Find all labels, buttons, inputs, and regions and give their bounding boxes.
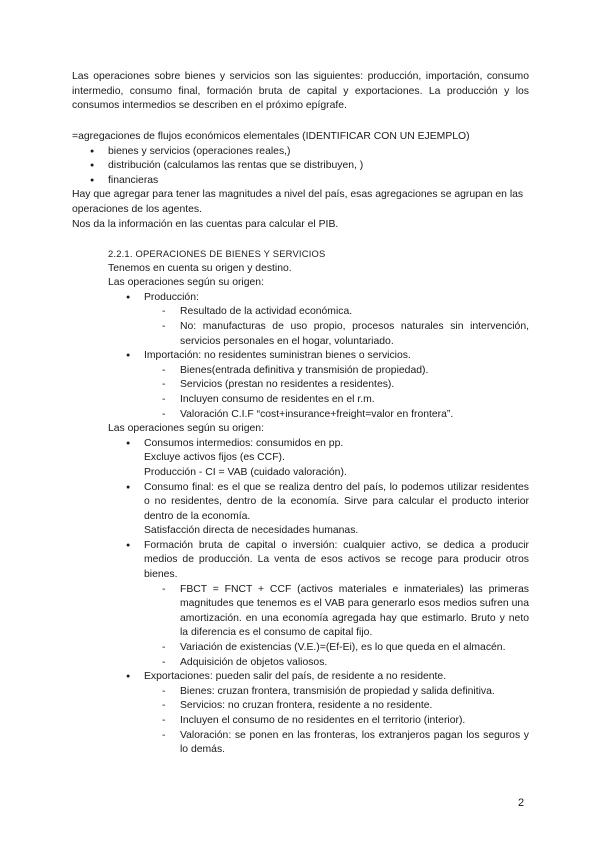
intro-paragraph: Las operaciones sobre bienes y servicios son las siguientes: producción, importación, consumo intermedio, consumo final, formación bruta de capital y exportaciones. La producción y los consumos intermedios se describen en el próximo epígrafe.	[72, 71, 529, 112]
list-item: - Resultado de la actividad económica.	[162, 305, 529, 320]
consumo-final-label: ● Consumo final: es el que se realiza dentro del país, lo podemos utilizar residentes o no residentes, dentro de la economía. Sirve para calcular el producto interior dentro de la economía.	[126, 481, 529, 525]
list-item: - FBCT = FNCT + CCF (activos materiales e inmateriales) las primeras magnitudes que tenemos es el VAB para generarlo esos medios sufren una amortización. en una economía agregada hay que estimarlo. Bruto y neto la diferencia es el consumo de capital fijo.	[162, 583, 529, 641]
origin-heading: Las operaciones según su origen:	[108, 277, 264, 289]
list-item: - Adquisición de objetos valiosos.	[162, 656, 529, 671]
list-item: - Valoración C.I.F “cost+insurance+freight=valor en frontera”.	[162, 408, 529, 423]
section-intro-line: Tenemos en cuenta su origen y destino.	[108, 262, 292, 274]
agregaciones-text-2: Nos da la información en las cuentas para calcular el PIB.	[72, 218, 339, 230]
list-item: - Servicios (prestan no residentes a residentes).	[162, 378, 529, 393]
importacion-subs	[162, 364, 529, 422]
consumo-final-line-2: Satisfacción directa de necesidades humanas.	[144, 525, 359, 537]
agregaciones-heading: =agregaciones de flujos económicos elementales (IDENTIFICAR CON UN EJEMPLO)	[72, 131, 470, 142]
fbc-subs	[162, 583, 529, 671]
fbc-label: ● Formación bruta de capital o inversión: cualquier activo, se dedica a producir medios de producción. La venta de esos activos se recoge para producir otros bienes.	[126, 539, 529, 583]
list-item: ● distribución (calculamos las rentas que se distribuyen, )	[90, 159, 529, 174]
agregaciones-list	[90, 145, 529, 189]
intro-section	[72, 70, 529, 114]
list-item: - Incluyen el consumo de no residentes en el territorio (interior).	[162, 714, 529, 729]
fbc-group	[126, 539, 529, 670]
section-operaciones	[108, 247, 529, 758]
list-item: - Variación de existencias (V.E.)=(Ef-Ei), es lo que queda en el almacén.	[162, 641, 529, 656]
list-item: - Servicios: no cruzan frontera, residente a no residente.	[162, 699, 529, 714]
consumos-intermedios-group	[126, 437, 529, 481]
section-title: 2.2.1. OPERACIONES DE BIENES Y SERVICIOS	[108, 248, 326, 259]
exportaciones-label: ● Exportaciones: pueden salir del país, de residente a no residente.	[126, 670, 529, 685]
exportaciones-group	[126, 670, 529, 758]
agregaciones-section	[72, 130, 529, 232]
list-item: ● financieras	[90, 174, 529, 189]
produccion-subs	[162, 305, 529, 349]
consumo-final-group	[126, 481, 529, 539]
list-item: - No: manufacturas de uso propio, procesos naturales sin intervención, servicios personales en el hogar, voluntariado.	[162, 320, 529, 349]
list-item: - Bienes(entrada definitiva y transmisión de propiedad).	[162, 364, 529, 379]
exportaciones-subs	[162, 685, 529, 758]
list-item: - Valoración: se ponen en las fronteras, los extranjeros pagan los seguros y lo demás.	[162, 729, 529, 758]
page-number: 2	[518, 797, 525, 809]
destination-heading: Las operaciones según su origen:	[108, 423, 264, 435]
produccion-group	[126, 291, 529, 349]
list-item: - Incluyen consumo de residentes en el r.m.	[162, 393, 529, 408]
agregaciones-text-1: Hay que agregar para tener las magnitudes a nivel del país, esas agregaciones se agrupan en las operaciones de los agentes.	[72, 189, 524, 215]
consumos-intermedios-line-3: Producción - CI = VAB (cuidado valoración).	[144, 466, 347, 478]
produccion-label: ● Producción:	[126, 291, 529, 306]
importacion-group	[126, 349, 529, 422]
list-item: - Bienes: cruzan frontera, transmisión de propiedad y salida definitiva.	[162, 685, 529, 700]
list-item: ● bienes y servicios (operaciones reales,)	[90, 145, 529, 160]
consumos-intermedios-label: ● Consumos intermedios: consumidos en pp.	[126, 437, 529, 452]
importacion-label: ● Importación: no residentes suministran bienes o servicios.	[126, 349, 529, 364]
consumos-intermedios-line-2: Excluye activos fijos (es CCF).	[144, 452, 285, 464]
